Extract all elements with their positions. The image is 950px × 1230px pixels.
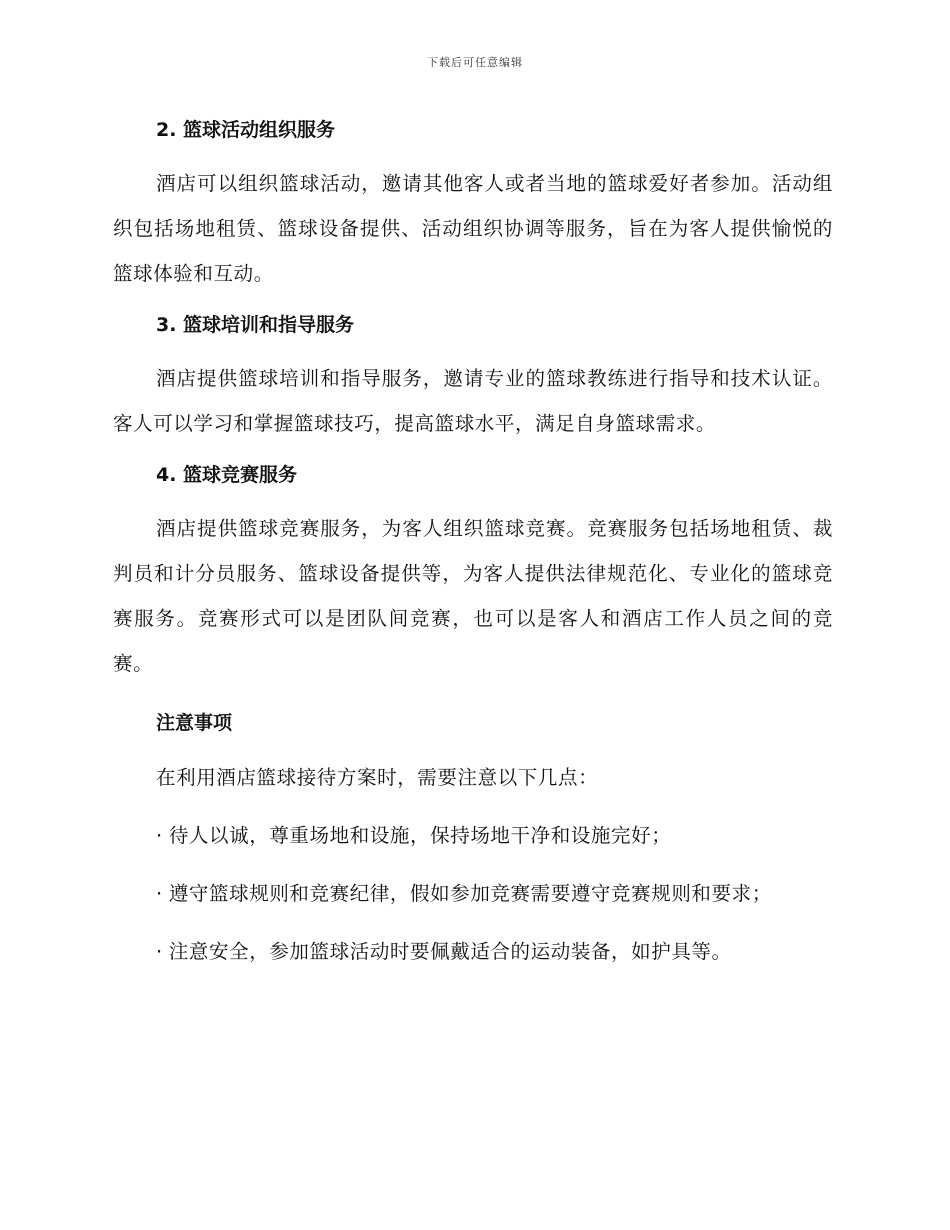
notes-title: 注意事项 xyxy=(156,712,233,734)
section-paragraph: 酒店提供篮球培训和指导服务，邀请专业的篮球教练进行指导和技术认证。客人可以学习和掌握篮球技巧，提高篮球水平，满足自身篮球需求。 xyxy=(113,367,833,435)
bullet-icon: · xyxy=(156,882,163,905)
bullet-icon: · xyxy=(156,940,163,963)
header-note: 下载后可任意编辑 xyxy=(427,56,523,69)
section-heading: 2. 篮球活动组织服务 xyxy=(156,119,336,141)
list-item xyxy=(113,877,833,911)
section-heading: 3. 篮球培训和指导服务 xyxy=(156,314,355,336)
bullet-icon: · xyxy=(156,824,163,847)
section-heading: 4. 篮球竞赛服务 xyxy=(156,464,298,486)
list-item-text: 注意安全，参加篮球活动时要佩戴适合的运动装备，如护具等。 xyxy=(168,940,732,963)
section-paragraph: 酒店可以组织篮球活动，邀请其他客人或者当地的篮球爱好者参加。活动组织包括场地租赁、篮球设备提供、活动组织协调等服务，旨在为客人提供愉悦的篮球体验和互动。 xyxy=(113,172,833,285)
list-item xyxy=(113,935,833,969)
section-paragraph: 酒店提供篮球竞赛服务，为客人组织篮球竞赛。竞赛服务包括场地租赁、裁判员和计分员服务、篮球设备提供等，为客人提供法律规范化、专业化的篮球竞赛服务。竞赛形式可以是团队间竞赛，也可以是客人和酒店工作人员之间的竞赛。 xyxy=(113,517,833,675)
list-item-text: 遵守篮球规则和竞赛纪律，假如参加竞赛需要遵守竞赛规则和要求； xyxy=(168,882,772,905)
list-item xyxy=(113,819,833,853)
notes-intro: 在利用酒店篮球接待方案时，需要注意以下几点： xyxy=(156,766,599,789)
list-item-text: 待人以诚，尊重场地和设施，保持场地干净和设施完好； xyxy=(168,824,672,847)
document-body xyxy=(113,113,833,993)
